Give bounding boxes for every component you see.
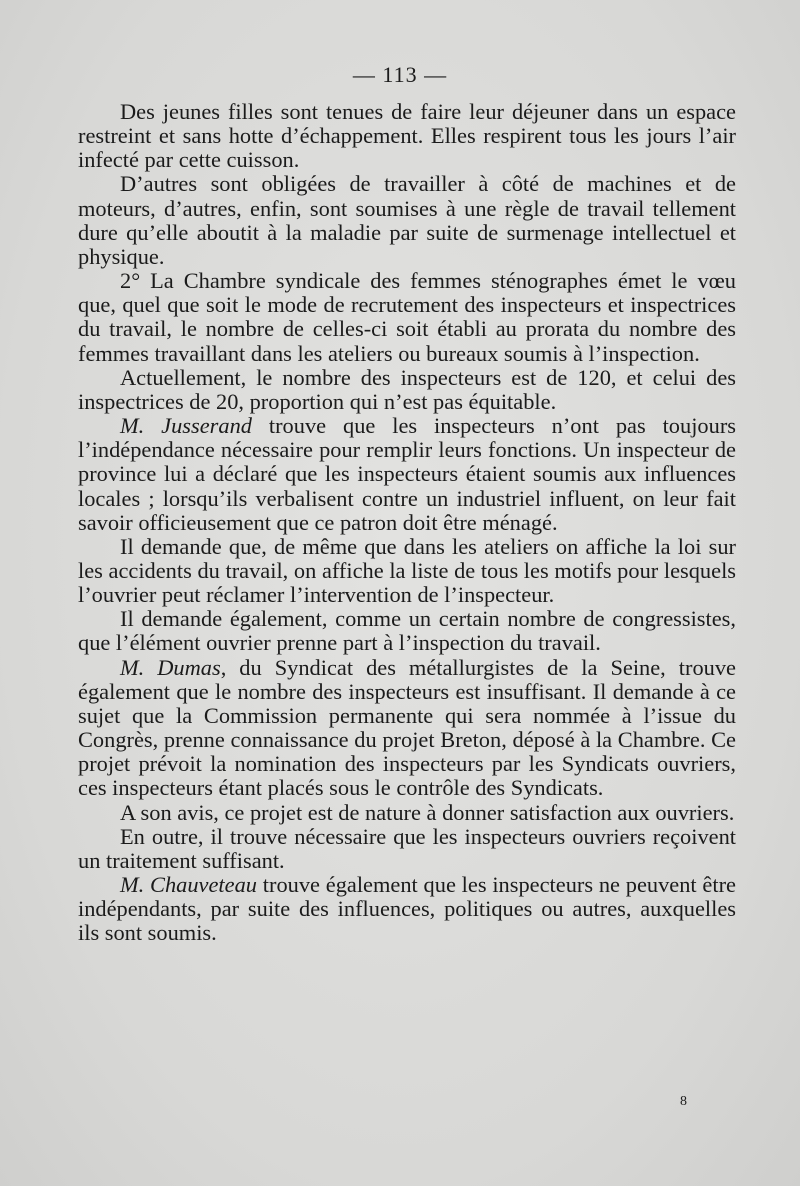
speaker-name: M. Chauveteau <box>120 872 257 897</box>
page-number: — 113 — <box>352 62 448 87</box>
paragraph: Des jeunes filles sont tenues de faire leur déjeuner dans un espace restreint et sans hotte d’échappement. Elles respirent tous les jours l’air infecté par cette cuisson. <box>78 99 736 173</box>
signature-mark: 8 <box>680 1094 687 1109</box>
paragraph: D’autres sont obligées de travailler à côté de machines et de moteurs, d’autres, enfin, sont soumises à une règle de travail tellement dure qu’elle aboutit à la maladie par suite de surmenage intellectuel et physique. <box>78 171 736 269</box>
paragraph: M. Jusserand trouve que les inspecteurs n’ont pas toujours l’indépendance nécessaire pour remplir leurs fonctions. Un inspecteur de province lui a déclaré que les inspecteurs étaient soumis aux influences locales ; lorsqu’ils verbalisent contre un industriel influent, on leur fait savoir officieusement que ce patron doit être ménagé. <box>78 413 736 535</box>
paragraph: Il demande également, comme un certain nombre de congressistes, que l’élément ouvrier prenne part à l’inspection du travail. <box>78 606 736 656</box>
paragraph: M. Dumas, du Syndicat des métallurgistes de la Seine, trouve également que le nombre des inspecteurs est insuffisant. Il demande à ce sujet que la Commission permanente qui sera nommée à l’issue du Congrès, prenne connaissance du projet Breton, déposé à la Chambre. Ce projet prévoit la nomination des inspecteurs par les Syndicats ouvriers, ces inspecteurs étant placés sous le contrôle des Syndicats. <box>78 654 736 801</box>
paragraph: M. Chauveteau trouve également que les inspecteurs ne peuvent être indépendants, par suite des influences, politiques ou autres, auxquelles ils sont soumis. <box>78 872 736 946</box>
speaker-name: M. Dumas <box>120 654 221 680</box>
paragraph: 2° La Chambre syndicale des femmes sténographes émet le vœu que, quel que soit le mode de recrutement des inspecteurs et inspectrices du travail, le nombre de celles-ci soit établi au prorata du nombre des femmes travaillant dans les ateliers ou bureaux soumis à l’inspection. <box>78 268 736 366</box>
speaker-name: M. Jusserand <box>120 413 252 439</box>
paragraph: A son avis, ce projet est de nature à donner satisfaction aux ouvriers. <box>120 799 735 825</box>
body-text <box>78 100 736 945</box>
paragraph: Actuellement, le nombre des inspecteurs est de 120, et celui des inspectrices de 20, proportion qui n’est pas équitable. <box>78 364 736 414</box>
paragraph: Il demande que, de même que dans les ateliers on affiche la loi sur les accidents du travail, on affiche la liste de tous les motifs pour lesquels l’ouvrier peut réclamer l’intervention de l’inspecteur. <box>78 533 736 608</box>
paragraph: En outre, il trouve nécessaire que les inspecteurs ouvriers reçoivent un traitement suffisant. <box>78 823 736 873</box>
